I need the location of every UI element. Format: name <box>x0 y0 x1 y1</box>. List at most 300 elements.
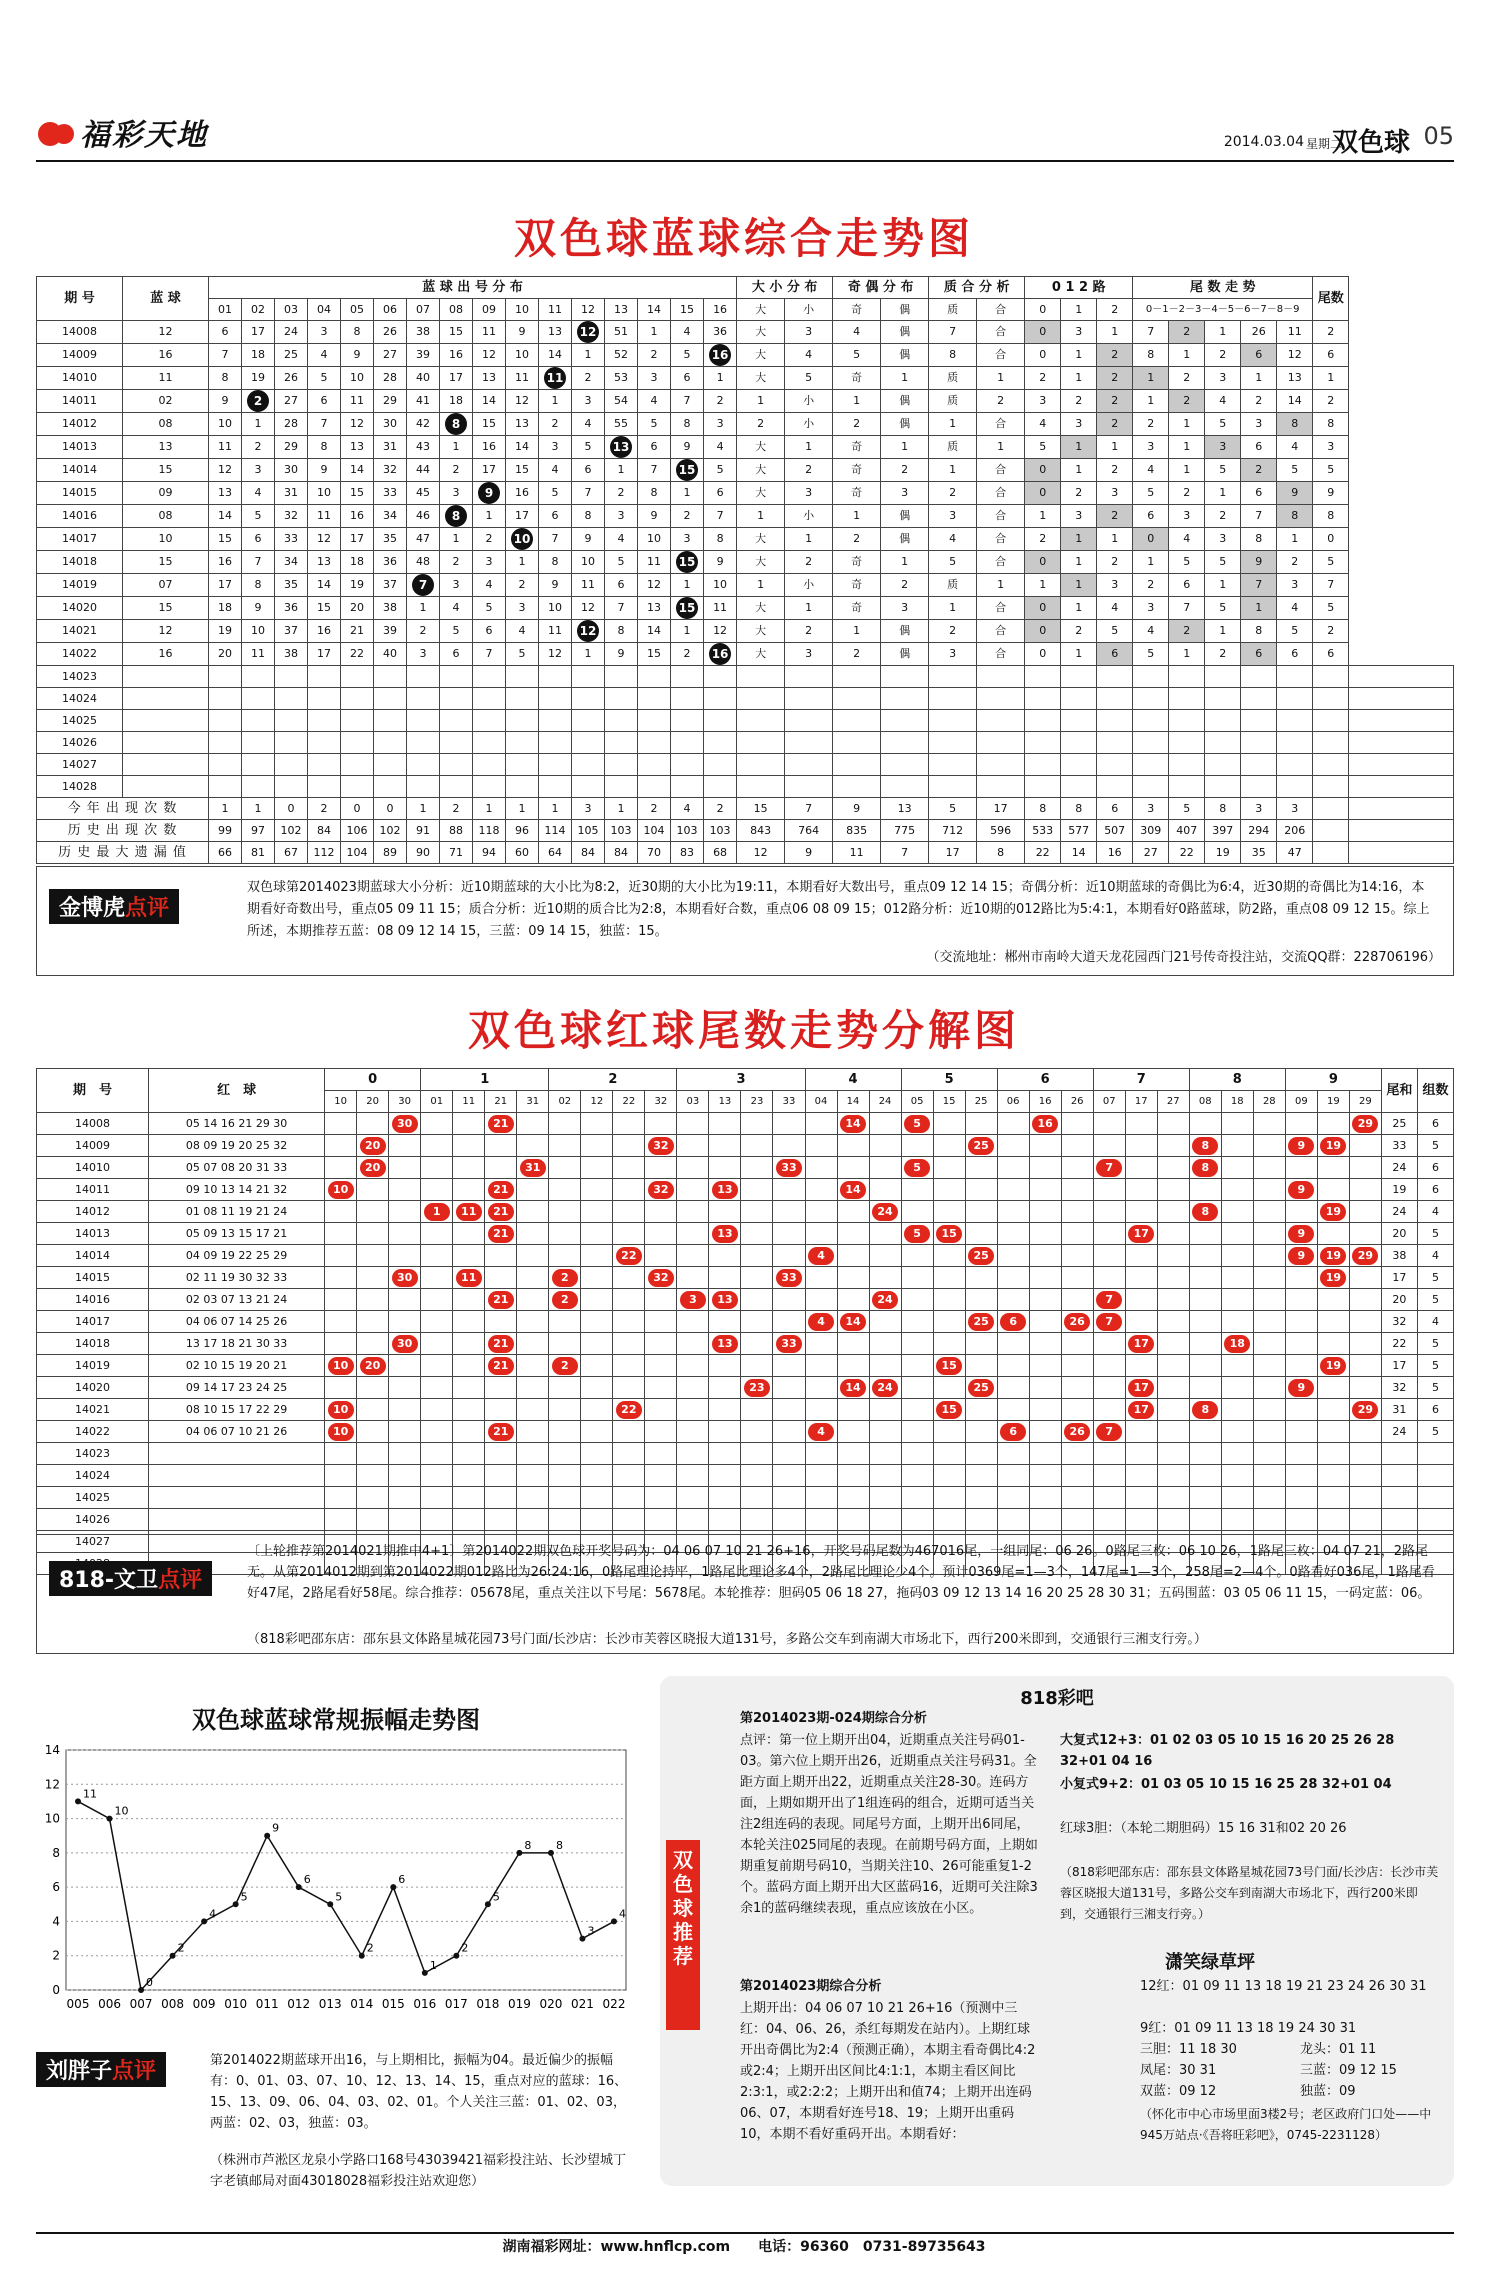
empty-cell <box>1093 1465 1125 1487</box>
empty-cell <box>741 1443 773 1465</box>
empty-cell <box>517 1509 549 1531</box>
tail-cell <box>517 1421 549 1443</box>
tail-cell <box>1189 1245 1221 1267</box>
tail-cell <box>965 1333 997 1355</box>
tail-value-cell: 8 <box>1313 505 1349 528</box>
tail-cell: 1 <box>1169 413 1205 436</box>
col-tail-sum: 尾和 <box>1381 1069 1417 1113</box>
tail-cell <box>645 1333 677 1355</box>
summary-cell: 407 <box>1169 820 1205 842</box>
red-ball-mark: 19 <box>1320 1203 1346 1221</box>
tail-group-6: 6 <box>997 1069 1093 1091</box>
dist-cell: 2 <box>473 528 506 551</box>
tail-cell <box>549 1201 581 1223</box>
summary-cell: 835 <box>833 820 881 842</box>
comment1-label: 点评 <box>125 896 170 921</box>
tail-cell <box>997 1355 1029 1377</box>
tail-cell <box>677 1113 709 1135</box>
period-cell: 14027 <box>37 1531 149 1553</box>
tail-cell: 3 <box>1277 574 1313 597</box>
group-prime: 质 合 分 析 <box>929 277 1025 299</box>
tail-cell <box>933 1245 965 1267</box>
tail-cell <box>645 1201 677 1223</box>
tail-cell: 9 <box>1241 551 1277 574</box>
table-row <box>37 574 1454 597</box>
tail-cell <box>1253 1421 1285 1443</box>
empty-cell <box>833 688 881 710</box>
red-ball-mark: 6 <box>1000 1313 1026 1331</box>
tail-cell <box>517 1157 549 1179</box>
sz-cell: 2 <box>737 413 785 436</box>
tail-cell <box>389 1289 421 1311</box>
dist-cell: 13 <box>473 367 506 390</box>
empty-cell <box>741 1509 773 1531</box>
tail-cell <box>837 1377 869 1399</box>
summary-cell: 70 <box>638 842 671 864</box>
empty-cell <box>613 1509 645 1531</box>
dist-cell: 7 <box>704 505 737 528</box>
summary-cell: 64 <box>539 842 572 864</box>
empty-cell <box>929 754 977 776</box>
tail-cell <box>1029 1223 1061 1245</box>
red-ball-mark: 8 <box>1192 1203 1218 1221</box>
tail-cell <box>1061 1421 1093 1443</box>
tail-cell <box>1221 1179 1253 1201</box>
tail-cell <box>485 1333 517 1355</box>
tail-cell: 4 <box>1205 390 1241 413</box>
tail-cell <box>741 1245 773 1267</box>
dist-cell: 17 <box>506 505 539 528</box>
empty-cell <box>1277 776 1313 798</box>
dist-cell: 3 <box>473 551 506 574</box>
blue-ball-mark: 12 <box>577 620 599 642</box>
dist-cell <box>440 413 473 436</box>
tail-cell <box>677 1421 709 1443</box>
empty-cell <box>506 666 539 688</box>
table-row-empty <box>37 1509 1454 1531</box>
tail-cell <box>453 1113 485 1135</box>
tail-cell <box>1221 1289 1253 1311</box>
empty-cell <box>1133 754 1169 776</box>
tail-cell <box>1157 1157 1189 1179</box>
tail-sub-header: 04 <box>805 1091 837 1113</box>
tail-cell <box>965 1179 997 1201</box>
tail-cell <box>869 1289 901 1311</box>
tail-cell <box>1125 1311 1157 1333</box>
empty-cell <box>123 666 209 688</box>
red-ball-mark: 7 <box>1096 1423 1122 1441</box>
tail-sum-cell: 38 <box>1381 1245 1417 1267</box>
red-cell: 05 09 13 15 17 21 <box>149 1223 325 1245</box>
tail-cell <box>837 1289 869 1311</box>
tail-cell <box>709 1333 741 1355</box>
red-ball-mark: 30 <box>392 1335 418 1353</box>
dist-cell: 5 <box>638 413 671 436</box>
period-cell: 14013 <box>37 1223 149 1245</box>
dist-cell <box>704 643 737 666</box>
tail-cell <box>1221 1267 1253 1289</box>
tail-cell <box>453 1399 485 1421</box>
tail-cell <box>613 1399 645 1421</box>
sz-cell: 4 <box>785 344 833 367</box>
tail-cell <box>517 1135 549 1157</box>
dist-cell: 35 <box>374 528 407 551</box>
comment1-box <box>36 866 1454 976</box>
tail-cell: 6 <box>1241 482 1277 505</box>
empty-cell <box>407 754 440 776</box>
empty-cell <box>929 732 977 754</box>
data-point <box>548 1850 554 1856</box>
tail-cell <box>709 1311 741 1333</box>
empty-cell <box>123 710 209 732</box>
comment2-text: 〔上轮推荐第2014021期推中4+1〕第2014022期双色球开奖号码为：04 06 07 10 21 26+16，开奖号码尾数为467016尾，一组同尾：06 26。0路尾三枚：06 10 26，1路尾三枚：04 07 21，2路尾无。从第2014012期到第2014022期012路比为26:24:16，0路尾理论持平，1路尾比理论多4个，2路尾比理论少4个。预计0369尾=1—3个，147尾=1—3个，258尾=2—4个。0路看好036尾，1路尾看好47尾，2路尾看好58尾。综合推荐：05678尾，重点关注以下号尾：5678尾。本轮推荐：胆码05 06 18 27，拖码03 09 12 13 14 16 20 25 28 30 31；五码围蓝：03 05 06 11 15，一码定蓝：06。 <box>247 1544 1435 1601</box>
tail-cell <box>1221 1399 1253 1421</box>
empty-cell <box>1277 710 1313 732</box>
tail-cell <box>1253 1157 1285 1179</box>
empty-cell <box>389 1509 421 1531</box>
tail-cell <box>1253 1289 1285 1311</box>
tail-cell <box>1349 1399 1381 1421</box>
red-ball-mark: 29 <box>1352 1247 1378 1265</box>
tail-cell: 4 <box>1133 620 1169 643</box>
empty-cell <box>997 1487 1029 1509</box>
tail-cell <box>1061 1157 1093 1179</box>
summary-cell: 114 <box>539 820 572 842</box>
dist-cell: 39 <box>374 620 407 643</box>
tail-cell <box>901 1245 933 1267</box>
red-ball-mark: 16 <box>1032 1115 1058 1133</box>
tail-cell <box>549 1245 581 1267</box>
empty-cell <box>1241 666 1277 688</box>
empty-cell <box>1241 776 1277 798</box>
table-row <box>37 321 1454 344</box>
tail-cell <box>837 1245 869 1267</box>
dist-cell: 7 <box>473 643 506 666</box>
road-cell: 1 <box>1061 436 1097 459</box>
empty-cell <box>149 1509 325 1531</box>
dist-cell: 2 <box>506 574 539 597</box>
tail-cell <box>965 1311 997 1333</box>
tail-cell <box>933 1377 965 1399</box>
tail-cell <box>933 1201 965 1223</box>
dist-cell: 1 <box>242 413 275 436</box>
dist-cell: 38 <box>407 321 440 344</box>
tail-cell <box>517 1289 549 1311</box>
road-cell: 2 <box>1097 413 1133 436</box>
empty-cell <box>485 1509 517 1531</box>
dist-cell: 4 <box>638 390 671 413</box>
dist-cell: 6 <box>671 367 704 390</box>
empty-cell <box>1313 732 1349 754</box>
tail-cell: 6 <box>1241 643 1277 666</box>
tail-cell <box>421 1113 453 1135</box>
tail-cell: 7 <box>1241 574 1277 597</box>
tail-cell <box>741 1135 773 1157</box>
x-tick-label: 008 <box>161 1997 185 2011</box>
table-row <box>37 390 1454 413</box>
x-tick-label: 009 <box>192 1997 216 2011</box>
tail-cell <box>1349 1135 1381 1157</box>
panel-b-1blue: 独蓝：09 <box>1300 2084 1356 2099</box>
data-label: 8 <box>555 1838 563 1852</box>
dist-cell: 42 <box>407 413 440 436</box>
num-header: 04 <box>308 299 341 321</box>
empty-cell <box>1029 1509 1061 1531</box>
period-cell: 14020 <box>37 597 123 620</box>
table-row-empty <box>37 710 1454 732</box>
blue-cell: 11 <box>123 367 209 390</box>
num-header: 12 <box>572 299 605 321</box>
period-cell: 14008 <box>37 1113 149 1135</box>
tail-cell <box>805 1355 837 1377</box>
empty-cell <box>737 666 785 688</box>
pa-cell: 1 <box>881 436 929 459</box>
red-ball-mark: 24 <box>872 1379 898 1397</box>
dist-cell: 1 <box>704 367 737 390</box>
amp-chart <box>36 1740 636 2030</box>
sub-parity-header: 偶 <box>881 299 929 321</box>
tail-cell <box>357 1399 389 1421</box>
empty-cell <box>242 754 275 776</box>
blue-cell: 15 <box>123 551 209 574</box>
pr-cell: 5 <box>929 551 977 574</box>
road-cell: 1 <box>1061 551 1097 574</box>
period-cell: 14020 <box>37 1377 149 1399</box>
plot-area <box>66 1750 626 1990</box>
dist-cell: 6 <box>242 528 275 551</box>
footer: 湖南福彩网址：www.hnflcp.com 电话：96360 0731-89735643 <box>502 2239 986 2255</box>
num-header: 03 <box>275 299 308 321</box>
num-header: 13 <box>605 299 638 321</box>
red-ball-mark: 4 <box>808 1247 834 1265</box>
dist-cell: 9 <box>209 390 242 413</box>
red-ball-mark: 13 <box>712 1225 738 1243</box>
empty-cell <box>123 732 209 754</box>
red-ball-mark: 17 <box>1128 1335 1154 1353</box>
tail-cell <box>1157 1399 1189 1421</box>
tail-sum-cell: 24 <box>1381 1201 1417 1223</box>
tail-cell <box>1189 1135 1221 1157</box>
empty-cell <box>709 1509 741 1531</box>
x-tick-label: 010 <box>224 1997 248 2011</box>
tail-cell <box>517 1113 549 1135</box>
tail-cell <box>677 1157 709 1179</box>
tail-sub-header: 21 <box>485 1091 517 1113</box>
empty-cell <box>581 1487 613 1509</box>
table-row <box>37 551 1454 574</box>
data-point <box>390 1884 396 1890</box>
dist-cell: 12 <box>209 459 242 482</box>
red-ball-mark: 21 <box>488 1291 514 1309</box>
sz-cell: 3 <box>785 643 833 666</box>
tail-cell <box>677 1289 709 1311</box>
tail-cell <box>1221 1223 1253 1245</box>
empty-cell <box>869 1509 901 1531</box>
period-cell: 14019 <box>37 574 123 597</box>
group-count-cell: 4 <box>1417 1311 1453 1333</box>
tail-cell <box>645 1157 677 1179</box>
tail-cell <box>1093 1179 1125 1201</box>
tail-cell <box>389 1267 421 1289</box>
empty-cell <box>645 1487 677 1509</box>
empty-cell <box>901 1509 933 1531</box>
tail-cell <box>485 1311 517 1333</box>
tail-cell <box>677 1179 709 1201</box>
road-cell: 1 <box>1097 321 1133 344</box>
empty-cell <box>1241 732 1277 754</box>
tail-cell <box>709 1267 741 1289</box>
tail-cell: 1 <box>1133 551 1169 574</box>
tail-cell <box>485 1223 517 1245</box>
tail-cell <box>933 1311 965 1333</box>
red-ball-mark: 17 <box>1128 1401 1154 1419</box>
tail-cell <box>1125 1267 1157 1289</box>
data-point <box>453 1953 459 1959</box>
dist-cell: 27 <box>275 390 308 413</box>
summary-cell: 1 <box>605 798 638 820</box>
tail-cell <box>613 1223 645 1245</box>
tail-cell <box>581 1201 613 1223</box>
road-cell: 2 <box>1061 482 1097 505</box>
group-road: 0 1 2 路 <box>1025 277 1133 299</box>
summary-cell: 775 <box>881 820 929 842</box>
tail-cell <box>1189 1377 1221 1399</box>
red-ball-mark: 7 <box>1096 1159 1122 1177</box>
tail-cell: 4 <box>1277 436 1313 459</box>
tail-cell <box>901 1377 933 1399</box>
tail-value-cell: 2 <box>1313 390 1349 413</box>
tail-cell <box>1029 1179 1061 1201</box>
empty-cell <box>737 732 785 754</box>
tail-cell <box>581 1311 613 1333</box>
tail-cell <box>933 1267 965 1289</box>
empty-cell <box>1169 754 1205 776</box>
summary-cell: 8 <box>977 842 1025 864</box>
empty-cell <box>933 1443 965 1465</box>
tail-cell <box>677 1245 709 1267</box>
sz-cell: 3 <box>785 482 833 505</box>
tail-cell <box>965 1377 997 1399</box>
sz-cell: 1 <box>785 436 833 459</box>
empty-cell <box>506 776 539 798</box>
pa-cell: 偶 <box>881 528 929 551</box>
tail-cell <box>1349 1113 1381 1135</box>
summary-cell: 1 <box>407 798 440 820</box>
pa-cell: 1 <box>881 367 929 390</box>
tail-cell <box>645 1179 677 1201</box>
red-ball-mark: 10 <box>328 1357 354 1375</box>
tail-cell <box>421 1135 453 1157</box>
empty-cell <box>881 754 929 776</box>
data-label: 5 <box>492 1890 500 1904</box>
dist-cell: 4 <box>242 482 275 505</box>
tail-cell <box>1029 1113 1061 1135</box>
tail-cell <box>677 1267 709 1289</box>
sub-road-header: 0 <box>1025 299 1061 321</box>
summary-cell: 22 <box>1025 842 1061 864</box>
tail-cell <box>549 1267 581 1289</box>
tail-cell <box>933 1135 965 1157</box>
tail-cell <box>549 1421 581 1443</box>
red-ball-mark: 2 <box>552 1269 578 1287</box>
empty-cell <box>1381 1509 1417 1531</box>
tail-value-cell: 9 <box>1313 482 1349 505</box>
sub-parity-header: 奇 <box>833 299 881 321</box>
empty-cell <box>275 732 308 754</box>
tail-cell <box>1253 1245 1285 1267</box>
pr-cell: 质 <box>929 436 977 459</box>
dist-cell: 28 <box>275 413 308 436</box>
dist-cell: 33 <box>374 482 407 505</box>
dist-cell: 29 <box>275 436 308 459</box>
tail-cell <box>549 1289 581 1311</box>
period-cell: 14022 <box>37 643 123 666</box>
red-ball-mark: 29 <box>1352 1401 1378 1419</box>
empty-cell <box>357 1443 389 1465</box>
empty-cell <box>440 666 473 688</box>
logo-text: 福彩天地 <box>80 118 208 153</box>
tail-cell <box>357 1289 389 1311</box>
data-label: 5 <box>335 1890 343 1904</box>
tail-cell <box>709 1157 741 1179</box>
comment2-box <box>36 1534 1454 1654</box>
empty-cell <box>1061 732 1097 754</box>
summary-cell: 3 <box>1133 798 1169 820</box>
empty-cell <box>275 688 308 710</box>
dist-cell: 18 <box>209 597 242 620</box>
red-ball-mark: 14 <box>840 1115 866 1133</box>
sub-size-header: 大 <box>737 299 785 321</box>
empty-cell <box>1313 776 1349 798</box>
tail-cell <box>709 1113 741 1135</box>
pr-cell: 1 <box>977 574 1025 597</box>
tail-cell <box>1317 1157 1349 1179</box>
tail-cell <box>1349 1421 1381 1443</box>
sz-cell: 1 <box>785 528 833 551</box>
tail-cell <box>709 1355 741 1377</box>
red-ball-mark: 15 <box>936 1401 962 1419</box>
empty-cell <box>613 1443 645 1465</box>
pa-cell: 5 <box>833 344 881 367</box>
red-ball-mark: 15 <box>936 1357 962 1375</box>
tail-cell <box>933 1179 965 1201</box>
dist-cell: 9 <box>242 597 275 620</box>
tail-cell <box>773 1267 805 1289</box>
dist-cell <box>605 436 638 459</box>
tail-cell <box>357 1267 389 1289</box>
empty-cell <box>374 776 407 798</box>
summary-cell: 9 <box>833 798 881 820</box>
comment1-contact: （交流地址：郴州市南岭大道天龙花园西门21号传奇投注站，交流QQ群：228706196） <box>926 950 1441 965</box>
road-cell: 4 <box>1097 597 1133 620</box>
summary-cell: 2 <box>638 798 671 820</box>
comment3-text: 第2014022期蓝球开出16，与上期相比，振幅为04。最近偏少的振幅有：0、01、03、07、10、12、13、14、15，重点对应的蓝球：16、15、13、09、06、04、03、02、01。个人关注三蓝：01、02、03，两蓝：02、03，独蓝：03。 <box>210 2053 628 2131</box>
empty-cell <box>933 1487 965 1509</box>
empty-cell <box>357 1487 389 1509</box>
summary-cell: 9 <box>785 842 833 864</box>
road-cell: 2 <box>1025 528 1061 551</box>
tail-cell: 5 <box>1277 459 1313 482</box>
summary-label: 历 史 出 现 次 数 <box>37 820 209 842</box>
tail-cell <box>645 1223 677 1245</box>
tail-sub-header: 07 <box>1093 1091 1125 1113</box>
comment2-tag <box>49 1561 212 1596</box>
sz-cell: 1 <box>737 505 785 528</box>
tail-cell <box>389 1399 421 1421</box>
empty-cell <box>308 732 341 754</box>
empty-cell <box>805 1509 837 1531</box>
tail-cell <box>677 1377 709 1399</box>
